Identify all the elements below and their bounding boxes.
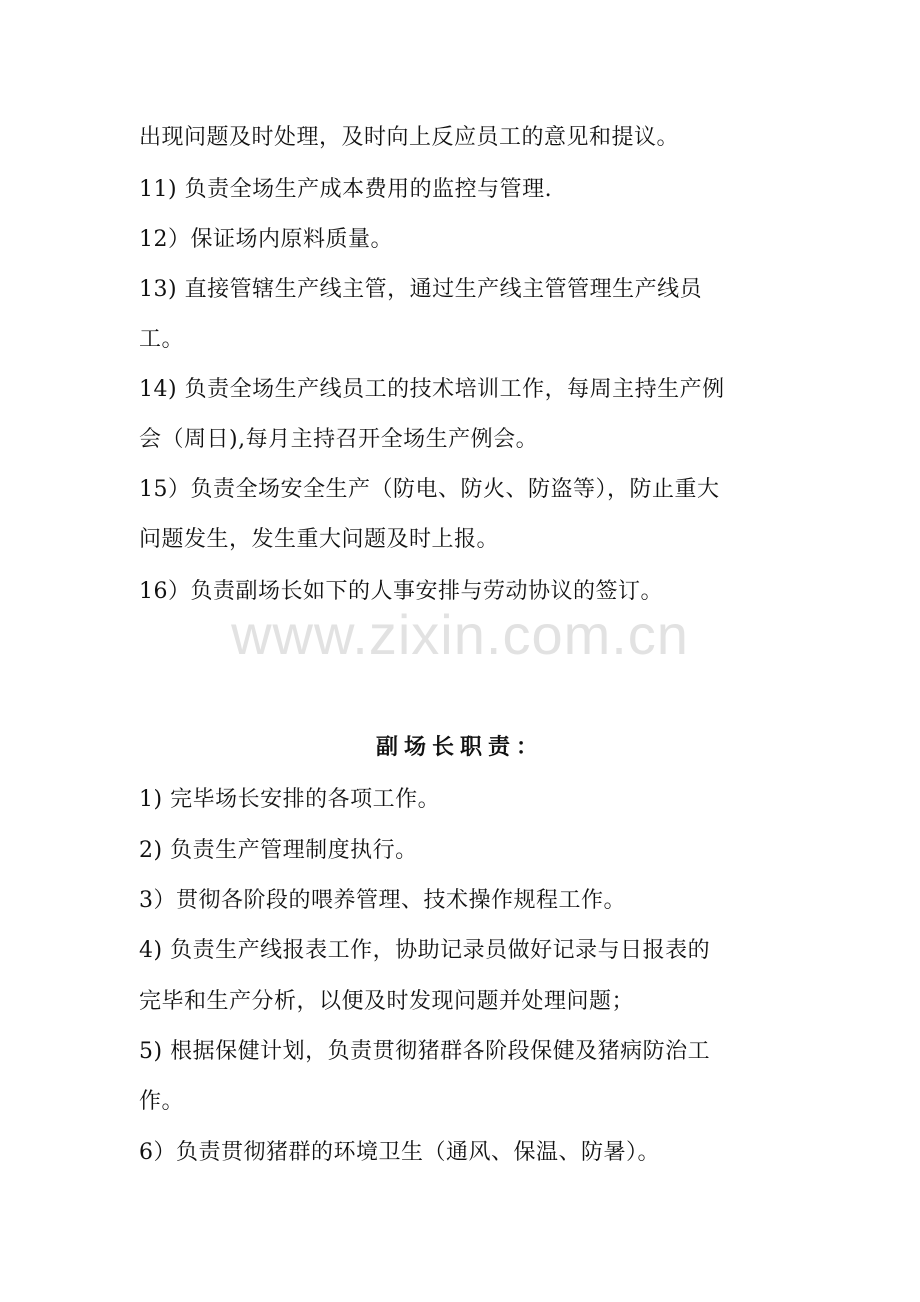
paragraph-line: 出现问题及时处理，及时向上反应员工的意见和提议。: [139, 125, 680, 150]
paragraph-line: 13) 直接管辖生产线主管，通过生产线主管管理生产线员: [139, 277, 703, 302]
paragraph-line: 16）负责副场长如下的人事安排与劳动协议的签订。: [139, 579, 663, 604]
paragraph-line: 作。: [139, 1089, 185, 1114]
paragraph-line: 4) 负责生产线报表工作，协助记录员做好记录与日报表的: [139, 938, 711, 963]
watermark: www.zixin.com.cn: [231, 603, 689, 666]
paragraph-line: 完毕和生产分析，以便及时发现问题并处理问题；: [139, 989, 635, 1014]
paragraph-line: 2) 负责生产管理制度执行。: [139, 838, 418, 863]
paragraph-line: 5) 根据保健计划，负责贯彻猪群各阶段保健及猪病防治工: [139, 1039, 711, 1064]
paragraph-line: 12）保证场内原料质量。: [139, 227, 393, 252]
paragraph-line: 问题发生，发生重大问题及时上报。: [139, 527, 500, 552]
paragraph-line: 1) 完毕场长安排的各项工作。: [139, 787, 441, 812]
paragraph-line: 6）负责贯彻猪群的环境卫生（通风、保温、防暑）。: [139, 1140, 660, 1165]
paragraph-line: 3）贯彻各阶段的喂养管理、技术操作规程工作。: [139, 888, 626, 913]
paragraph-line: 11) 负责全场生产成本费用的监控与管理.: [139, 177, 553, 202]
paragraph-line: 会（周日),每月主持召开全场生产例会。: [139, 427, 539, 452]
section-heading: 副场长职责：: [375, 735, 544, 760]
paragraph-line: 工。: [139, 327, 185, 352]
paragraph-line: 15）负责全场安全生产（防电、防火、防盗等），防止重大: [139, 477, 720, 502]
paragraph-line: 14) 负责全场生产线员工的技术培训工作，每周主持生产例: [139, 377, 725, 402]
